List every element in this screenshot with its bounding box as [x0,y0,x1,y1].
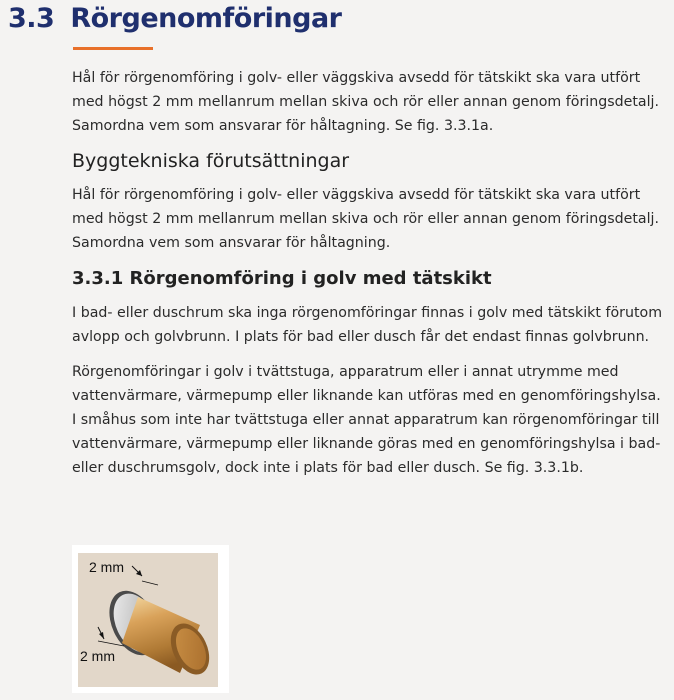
pipe-illustration [72,545,229,693]
title-underline [73,47,153,50]
main-content [72,66,664,480]
section-header [8,3,342,34]
subsection-paragraph-1: I bad- eller duschrum ska inga rörgenomföringar finnas i golv med tätskikt förutom avlopp och golvbrunn. I plats för bad eller dusch får det endast finnas golvbrunn. [72,305,663,345]
pipe-penetration-figure [72,545,229,693]
subheading: Byggtekniska förutsättningar [72,150,350,172]
sub-paragraph: Hål för rörgenomföring i golv- eller väggskiva avsedd för tätskikt ska vara utfört med högst 2 mm mellanrum mellan skiva och rör eller annan genom föringsdetalj. Samordna vem som ansvarar för håltagning. [72,187,659,251]
section-number: 3.3 [8,3,55,34]
dimension-label-top: 2 mm [89,559,124,575]
intro-paragraph: Hål för rörgenomföring i golv- eller väggskiva avsedd för tätskikt ska vara utfört med högst 2 mm mellanrum mellan skiva och rör eller annan genom föringsdetalj. Samordna vem som ansvarar för håltagning. Se fig. 3.3.1a. [72,70,659,134]
subsection-title: 3.3.1 Rörgenomföring i golv med tätskikt [72,268,492,289]
dimension-label-bottom: 2 mm [80,648,115,664]
subsection-paragraph-2: Rörgenomföringar i golv i tvättstuga, apparatrum eller i annat utrymme med vattenvärmare, värmepump eller liknande kan utföras med en genomföringshylsa. I småhus som inte har tvättstuga eller annat apparatrum kan rörgenomföringar till vattenvärmare, värmepump eller liknande göras med en genomföringshylsa i bad- eller duschrumsgolv, dock inte i plats för bad eller dusch. Se fig. 3.3.1b. [72,364,661,476]
section-title: Rörgenomföringar [70,3,342,34]
